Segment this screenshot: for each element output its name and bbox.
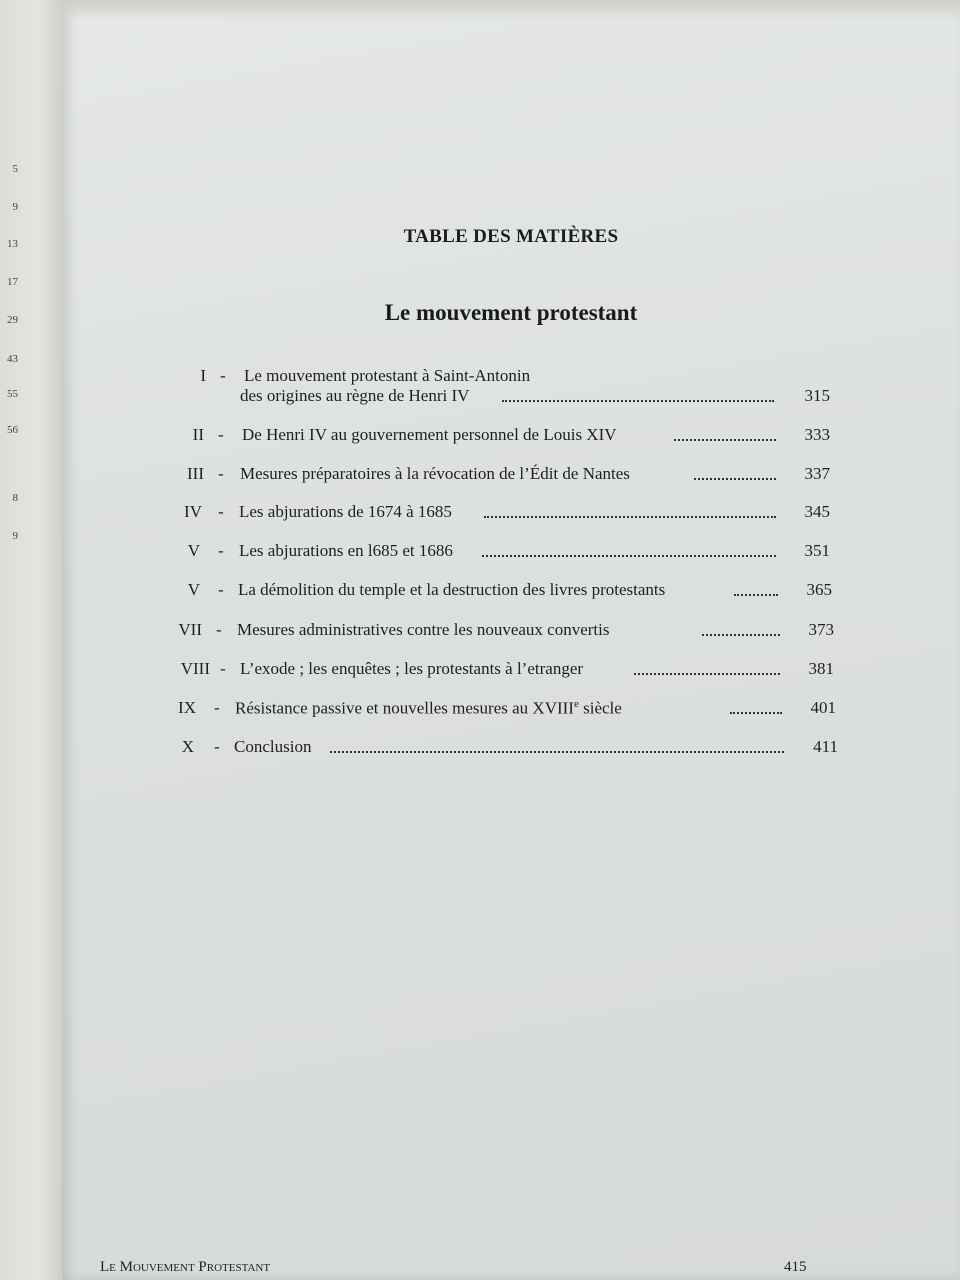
dot-leader (502, 386, 774, 402)
dot-leader (730, 698, 782, 714)
section-title: Le mouvement protestant (384, 300, 638, 325)
dot-leader (634, 659, 780, 675)
toc-entry[interactable] (62, 580, 960, 604)
margin-number: 56 (7, 424, 18, 436)
dot-leader (482, 541, 776, 557)
toc-entry[interactable] (62, 464, 960, 488)
margin-number: 9 (12, 530, 18, 542)
page-number: 401 (810, 698, 836, 717)
page-number: 315 (804, 386, 830, 405)
separator-dash: - (214, 737, 220, 756)
dot-leader (484, 502, 776, 518)
running-head: Le Mouvement Protestant (100, 1259, 271, 1275)
facing-page-edge (0, 0, 62, 1280)
chapter-title: Les abjurations en l685 et 1686 (239, 541, 453, 560)
page-number: 373 (808, 620, 834, 639)
page-number: 411 (813, 737, 838, 756)
chapter-number: IX (178, 698, 196, 717)
chapter-title: La démolition du temple et la destruction des livres protestants (238, 580, 666, 599)
chapter-number: IV (184, 502, 202, 521)
separator-dash: - (218, 425, 224, 444)
dot-leader (674, 425, 776, 441)
margin-number: 9 (12, 201, 18, 213)
chapter-number: III (187, 464, 204, 483)
chapter-title: Conclusion (234, 737, 312, 756)
chapter-title: De Henri IV au gouvernement personnel de Louis XIV (242, 425, 617, 444)
chapter-number: II (192, 425, 204, 444)
chapter-title: Les abjurations de 1674 à 1685 (239, 502, 452, 521)
separator-dash: - (214, 698, 220, 717)
separator-dash: - (218, 580, 224, 599)
chapter-title-line1: Le mouvement protestant à Saint-Antonin (244, 366, 531, 385)
page-number: 351 (804, 541, 830, 560)
margin-number: 5 (12, 163, 18, 175)
toc-entry[interactable] (62, 737, 960, 761)
separator-dash: - (216, 620, 222, 639)
page-number: 333 (804, 425, 830, 444)
dot-leader (734, 580, 778, 596)
chapter-title: des origines au règne de Henri IV (240, 386, 470, 405)
separator-dash: - (220, 366, 226, 385)
margin-number: 13 (7, 238, 18, 250)
margin-number: 55 (7, 388, 18, 400)
margin-number: 8 (12, 492, 18, 504)
separator-dash: - (218, 502, 224, 521)
dot-leader (330, 737, 784, 753)
chapter-title: Mesures préparatoires à la révocation de l’Édit de Nantes (240, 464, 630, 483)
margin-number: 17 (7, 276, 18, 288)
dot-leader (694, 464, 776, 480)
chapter-number: VIII (180, 659, 210, 678)
chapter-number: V (187, 541, 200, 560)
chapter-title: L’exode ; les enquêtes ; les protestants à l’etranger (240, 659, 584, 678)
page-top-shadow (62, 0, 960, 20)
book-page (62, 0, 960, 1280)
separator-dash: - (220, 659, 226, 678)
toc-entry[interactable] (62, 366, 960, 410)
toc-entry[interactable] (62, 620, 960, 644)
page-number: 381 (808, 659, 834, 678)
chapter-number: VII (178, 620, 202, 639)
toc-entry[interactable] (62, 541, 960, 565)
toc-entry[interactable] (62, 659, 960, 683)
toc-entry[interactable] (62, 698, 960, 722)
dot-leader (702, 620, 780, 636)
margin-number: 43 (7, 353, 18, 365)
page-number: 337 (804, 464, 830, 483)
toc-entry[interactable] (62, 502, 960, 526)
page-number: 345 (804, 502, 830, 521)
chapter-number: V (187, 580, 200, 599)
toc-entry[interactable] (62, 425, 960, 449)
margin-number: 29 (7, 314, 18, 326)
toc-heading: TABLE DES MATIÈRES (403, 226, 619, 247)
chapter-number: I (200, 366, 206, 385)
page-number: 365 (806, 580, 832, 599)
folio-number: 415 (784, 1259, 807, 1275)
chapter-number: X (181, 737, 194, 756)
chapter-title: Mesures administratives contre les nouveaux convertis (237, 620, 610, 639)
separator-dash: - (218, 541, 224, 560)
separator-dash: - (218, 464, 224, 483)
chapter-title: Résistance passive et nouvelles mesures au XVIIIe siècle (235, 698, 622, 718)
